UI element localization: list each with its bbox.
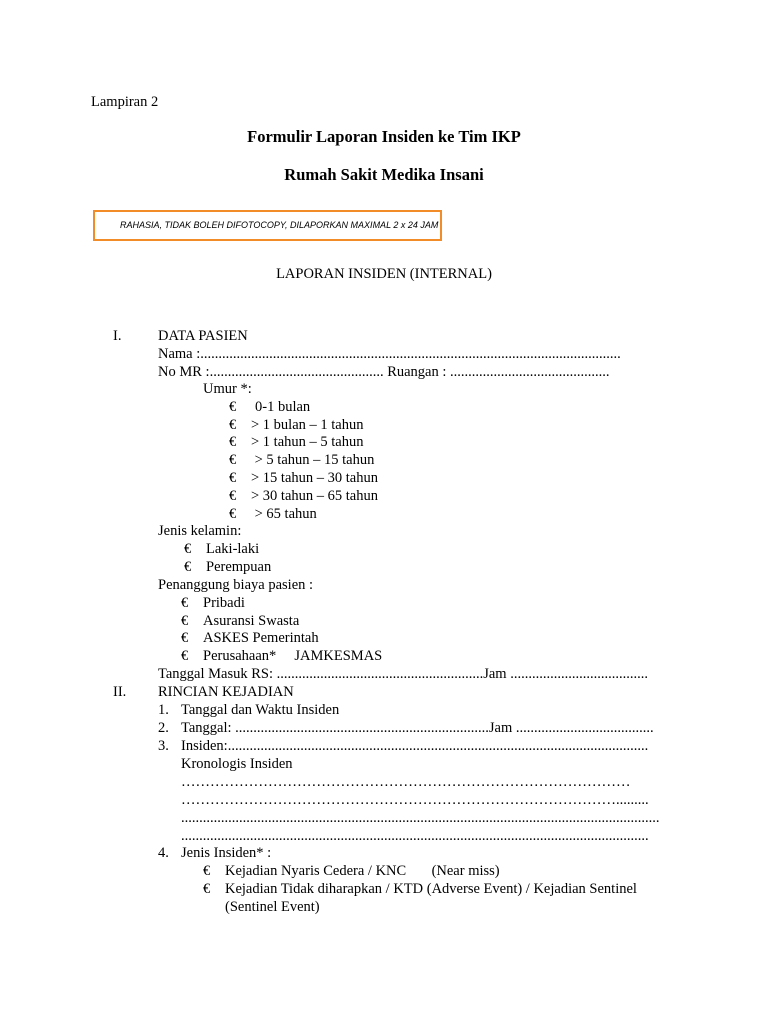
checkbox-icon: € <box>184 559 192 575</box>
umur-option[interactable]: € > 15 tahun – 30 tahun <box>229 470 378 486</box>
gender-option[interactable]: € Laki-laki <box>184 541 260 557</box>
checkbox-icon: € <box>229 399 237 415</box>
jenis-option[interactable]: € Kejadian Nyaris Cedera / KNC (Near miss) <box>203 863 500 879</box>
umur-option[interactable]: € 0-1 bulan <box>229 399 311 415</box>
section-number: II. <box>113 684 127 700</box>
checkbox-icon: € <box>181 630 189 646</box>
insiden-field[interactable]: Insiden:.................................................................................................................... <box>181 738 649 754</box>
list-item: 1. <box>158 702 169 718</box>
checkbox-icon: € <box>181 613 189 629</box>
section-title: RINCIAN KEJADIAN <box>158 684 294 700</box>
list-item: 4. <box>158 845 169 861</box>
umur-option[interactable]: € > 1 bulan – 1 tahun <box>229 417 364 433</box>
checkbox-icon: € <box>229 434 237 450</box>
kronologis-label: Kronologis Insiden <box>181 756 293 772</box>
section-title: DATA PASIEN <box>158 328 248 344</box>
tanggal-field[interactable]: Tanggal: ......................................................................Jam ...................................... <box>181 720 654 736</box>
payer-option[interactable]: € Pribadi <box>181 595 245 611</box>
nama-field[interactable]: Nama :.................................................................................................................... <box>158 346 621 362</box>
section-number: I. <box>113 328 122 344</box>
checkbox-icon: € <box>229 470 237 486</box>
hospital-name: Rumah Sakit Medika Insani <box>284 165 484 184</box>
lampiran-label: Lampiran 2 <box>91 94 159 110</box>
no-mr-field[interactable]: No MR :................................................ Ruangan : ............................................ <box>158 364 610 380</box>
confidential-notice-box <box>93 210 442 241</box>
umur-option[interactable]: € > 1 tahun – 5 tahun <box>229 434 364 450</box>
checkbox-icon: € <box>203 881 211 897</box>
payer-option[interactable]: € ASKES Pemerintah <box>181 630 319 646</box>
jenis-option[interactable]: € Kejadian Tidak diharapkan / KTD (Adverse Event) / Kejadian Sentinel <box>203 881 637 897</box>
form-title: Formulir Laporan Insiden ke Tim IKP <box>247 127 521 146</box>
tanggal-waktu-label: Tanggal dan Waktu Insiden <box>181 702 340 718</box>
kronologis-line[interactable]: ………………………………………………………………………………......... <box>181 792 649 808</box>
report-heading: LAPORAN INSIDEN (INTERNAL) <box>276 266 492 282</box>
umur-option[interactable]: € > 5 tahun – 15 tahun <box>229 452 375 468</box>
tanggal-masuk-field[interactable]: Tanggal Masuk RS: .........................................................Jam ...................................... <box>158 666 648 682</box>
kronologis-line[interactable]: ………………………………………………………………………………… <box>181 774 631 790</box>
checkbox-icon: € <box>229 506 237 522</box>
checkbox-icon: € <box>181 648 189 664</box>
penanggung-biaya-label: Penanggung biaya pasien : <box>158 577 314 593</box>
checkbox-icon: € <box>229 452 237 468</box>
kronologis-line[interactable]: .................................................................................................................................... <box>181 810 660 826</box>
checkbox-icon: € <box>203 863 211 879</box>
jenis-kelamin-label: Jenis kelamin: <box>158 523 242 539</box>
checkbox-icon: € <box>184 541 192 557</box>
umur-label: Umur *: <box>203 381 252 397</box>
checkbox-icon: € <box>229 417 237 433</box>
list-item: 2. <box>158 720 169 736</box>
confidential-notice: RAHASIA, TIDAK BOLEH DIFOTOCOPY, DILAPORKAN MAXIMAL 2 x 24 JAM <box>120 220 439 230</box>
gender-option[interactable]: € Perempuan <box>184 559 272 575</box>
jenis-continuation: (Sentinel Event) <box>225 899 320 915</box>
kronologis-line[interactable]: ................................................................................................................................. <box>181 828 649 844</box>
checkbox-icon: € <box>229 488 237 504</box>
payer-option[interactable]: € Perusahaan* JAMKESMAS <box>181 648 383 664</box>
umur-option[interactable]: € > 65 tahun <box>229 506 317 522</box>
checkbox-icon: € <box>181 595 189 611</box>
payer-option[interactable]: € Asuransi Swasta <box>181 613 300 629</box>
list-item: 3. <box>158 738 169 754</box>
jenis-insiden-label: Jenis Insiden* : <box>181 845 272 861</box>
umur-option[interactable]: € > 30 tahun – 65 tahun <box>229 488 378 504</box>
